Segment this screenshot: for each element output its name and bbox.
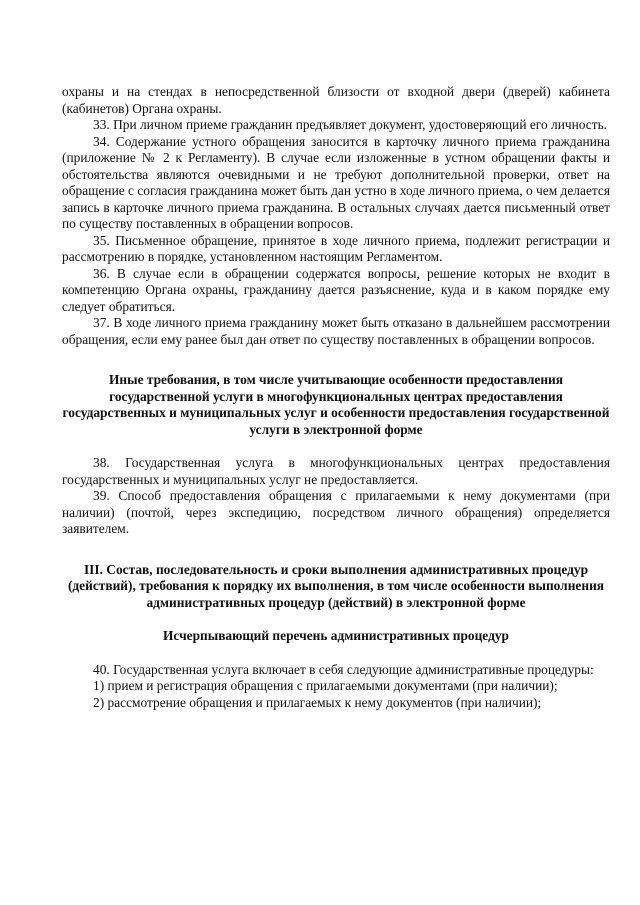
paragraph-35: 35. Письменное обращение, принятое в ходе личного приема, подлежит регистрации и рассмотрению в порядке, установленном настоящим Регламентом. bbox=[62, 232, 610, 264]
paragraph-33: 33. При личном приеме гражданин предъявляет документ, удостоверяющий его личность. bbox=[93, 117, 608, 132]
section-heading-procedures-list: Исчерпывающий перечень административных процедур bbox=[162, 628, 509, 643]
paragraph-36: 36. В случае если в обращении содержатся вопросы, решение которых не входит в компетенцию Органа охраны, гражданину дается разъяснение, куда и в каком порядке ему следует обратиться. bbox=[62, 265, 610, 314]
chapter-heading-iii: III. Состав, последовательность и сроки выполнения административных процедур (действий), требования к порядку их выполнения, в том числе особенности выполнения административных процедур (действий) в электронной форме bbox=[67, 561, 605, 610]
spacer bbox=[62, 438, 610, 455]
spacer bbox=[62, 611, 610, 628]
paragraph-38: 38. Государственная услуга в многофункциональных центрах предоставления государственных и муниципальных услуг не предоставляется. bbox=[62, 455, 610, 487]
paragraph-34: 34. Содержание устного обращения заносится в карточку личного приема гражданина (приложение № 2 к Регламенту). В случае если изложенные в устном обращении факты и обстоятельства являются очевидными и не требуют дополнительной проверки, ответ на обращение с согласия гражданина может быть дан устно в ходе личного приема, о чем делается запись в карточке личного приема гражданина. В остальных случаях дается письменный ответ по существу поставленных в обращении вопросов. bbox=[62, 133, 610, 231]
spacer bbox=[62, 348, 610, 372]
list-item-procedure-2: 2) рассмотрение обращения и прилагаемых к нему документов (при наличии); bbox=[93, 694, 542, 710]
list-item-procedure-1: 1) прием и регистрация обращения с прилагаемыми документами (при наличии); bbox=[93, 678, 558, 693]
spacer bbox=[62, 538, 610, 562]
paragraph-37: 37. В ходе личного приема гражданину может быть отказано в дальнейшем рассмотрении обращения, если ему ранее был дан ответ по существу поставленных в обращении вопросов. bbox=[62, 315, 610, 347]
document-page bbox=[62, 84, 610, 711]
paragraph-40: 40. Государственная услуга включает в себя следующие административные процедуры: bbox=[93, 661, 594, 677]
paragraph-39: 39. Способ предоставления обращения с прилагаемыми к нему документами (при наличии) (почтой, через экспедицию, посредством личного обращения) определяется заявителем. bbox=[62, 488, 610, 536]
spacer bbox=[62, 645, 610, 662]
paragraph-continuation: охраны и на стендах в непосредственной близости от входной двери (дверей) кабинета (кабинетов) Органа охраны. bbox=[62, 84, 610, 116]
section-heading-other-requirements: Иные требования, в том числе учитывающие особенности предоставления государственной услуги в многофункциональных центрах предоставления государственных и муниципальных услуг и особенности предоставления государственной услуги в электронной форме bbox=[62, 372, 610, 437]
